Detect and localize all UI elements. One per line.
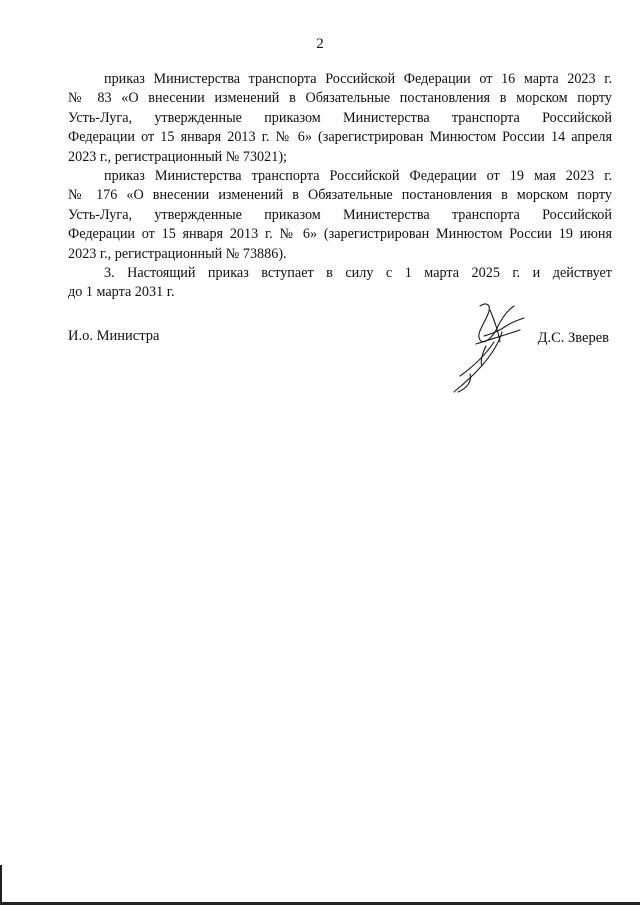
text-line: до 1 марта 2031 г.	[68, 284, 175, 301]
paragraph-order-83	[68, 70, 612, 167]
signer-title: И.о. Министра	[68, 328, 160, 344]
paragraph-order-176	[68, 167, 612, 264]
text-line: 3. Настоящий приказ вступает в силу с 1 марта 2025 г. и действует	[104, 265, 612, 282]
signer-name: Д.С. Зверев	[537, 330, 609, 346]
signature-block	[68, 326, 612, 406]
text-line: № 83 «О внесении изменений в Обязательные постановления в морском порту	[68, 90, 612, 107]
page-number: 2	[316, 36, 324, 52]
text-line: Усть-Луга, утвержденные приказом Министерства транспорта Российской	[68, 206, 612, 223]
text-line: № 176 «О внесении изменений в Обязательные постановления в морском порту	[68, 187, 612, 204]
text-line: Федерации от 15 января 2013 г. № 6» (зарегистрирован Минюстом России 14 апреля	[68, 129, 612, 146]
scan-left-edge	[0, 865, 2, 905]
text-line: 2023 г., регистрационный № 73886).	[68, 245, 287, 262]
text-line: Усть-Луга, утвержденные приказом Министерства транспорта Российской	[68, 109, 612, 126]
document-body	[68, 70, 612, 303]
text-line: приказ Министерства транспорта Российской Федерации от 16 марта 2023 г.	[104, 71, 612, 87]
text-line: Федерации от 15 января 2013 г. № 6» (зарегистрирован Минюстом России 19 июня	[68, 226, 612, 243]
text-line: 2023 г., регистрационный № 73021);	[68, 148, 287, 165]
text-line: приказ Министерства транспорта Российской Федерации от 19 мая 2023 г.	[104, 168, 612, 185]
handwritten-signature-icon	[428, 296, 548, 406]
